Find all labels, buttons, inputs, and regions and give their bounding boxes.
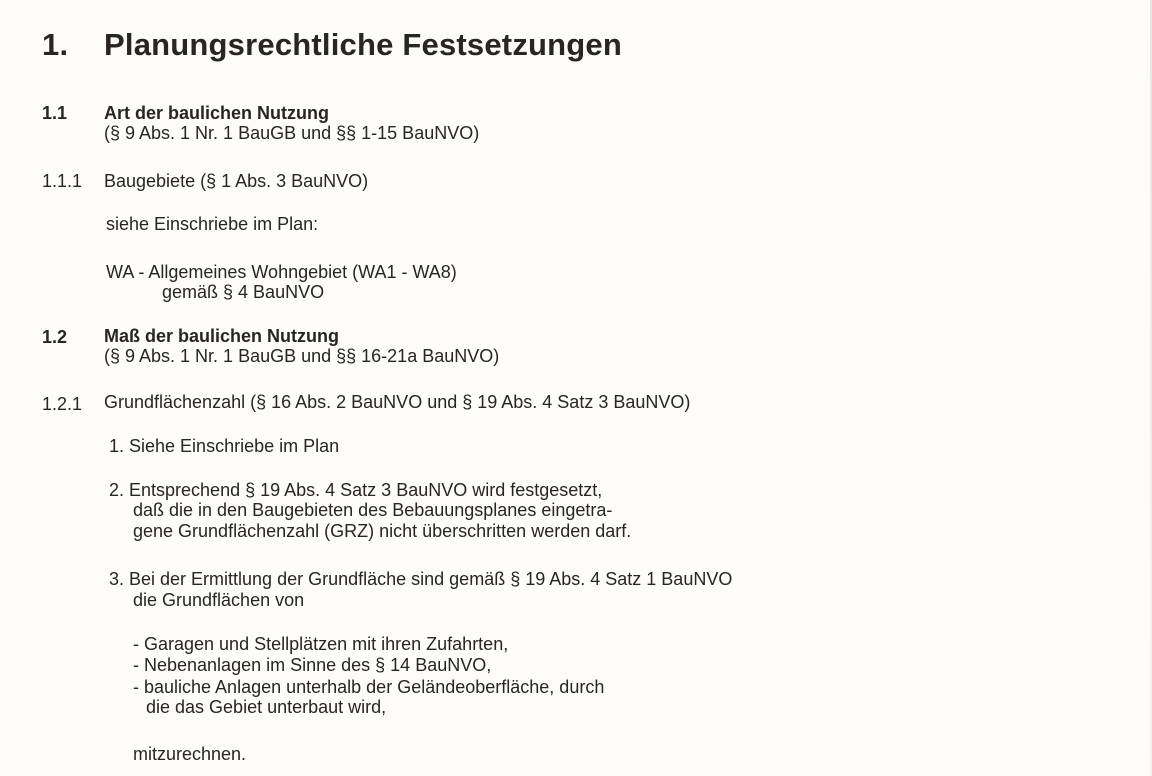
- wa-line-1: WA - Allgemeines Wohngebiet (WA1 - WA8): [106, 262, 457, 282]
- bullet-item-3-line-1: - bauliche Anlagen unterhalb der Geländeoberfläche, durch: [133, 677, 605, 697]
- bullet-item-2: - Nebenanlagen im Sinne des § 14 BauNVO,: [133, 655, 492, 675]
- list-item-2-line-1: 2. Entsprechend § 19 Abs. 4 Satz 3 BauNVO wird festgesetzt,: [109, 480, 603, 500]
- list-item-2-line-2: daß die in den Baugebieten des Bebauungsplanes eingetra-: [133, 500, 613, 520]
- list-item-3-line-2: die Grundflächen von: [133, 590, 305, 610]
- section-1-2-reference: (§ 9 Abs. 1 Nr. 1 BauGB und §§ 16-21a BauNVO): [104, 346, 500, 366]
- section-1-1-1-note: siehe Einschriebe im Plan:: [106, 214, 319, 234]
- section-1-2-1-number: 1.2.1: [42, 394, 83, 414]
- wa-line-2: gemäß § 4 BauNVO: [162, 282, 325, 302]
- heading-number: 1.: [42, 27, 69, 62]
- section-1-1-number: 1.1: [42, 103, 68, 123]
- list-item-1: 1. Siehe Einschriebe im Plan: [109, 436, 340, 456]
- closing-text: mitzurechnen.: [133, 744, 247, 764]
- section-1-1-reference: (§ 9 Abs. 1 Nr. 1 BauGB und §§ 1-15 BauNVO): [104, 123, 480, 143]
- section-1-1-1-title: Baugebiete (§ 1 Abs. 3 BauNVO): [104, 171, 369, 191]
- section-1-2-number: 1.2: [42, 327, 68, 347]
- section-1-1-1-number: 1.1.1: [42, 171, 83, 191]
- list-item-3-line-1: 3. Bei der Ermittlung der Grundfläche sind gemäß § 19 Abs. 4 Satz 1 BauNVO: [109, 569, 733, 589]
- list-item-2-line-3: gene Grundflächenzahl (GRZ) nicht überschritten werden darf.: [133, 521, 632, 541]
- section-1-2-title: Maß der baulichen Nutzung: [104, 326, 340, 346]
- section-1-1-title: Art der baulichen Nutzung: [104, 103, 329, 123]
- bullet-item-1: - Garagen und Stellplätzen mit ihren Zufahrten,: [133, 634, 509, 654]
- section-1-2-1-title: Grundflächenzahl (§ 16 Abs. 2 BauNVO und § 19 Abs. 4 Satz 3 BauNVO): [104, 392, 691, 412]
- page-title: Planungsrechtliche Festsetzungen: [104, 27, 623, 62]
- bullet-item-3-line-2: die das Gebiet unterbaut wird,: [146, 697, 387, 717]
